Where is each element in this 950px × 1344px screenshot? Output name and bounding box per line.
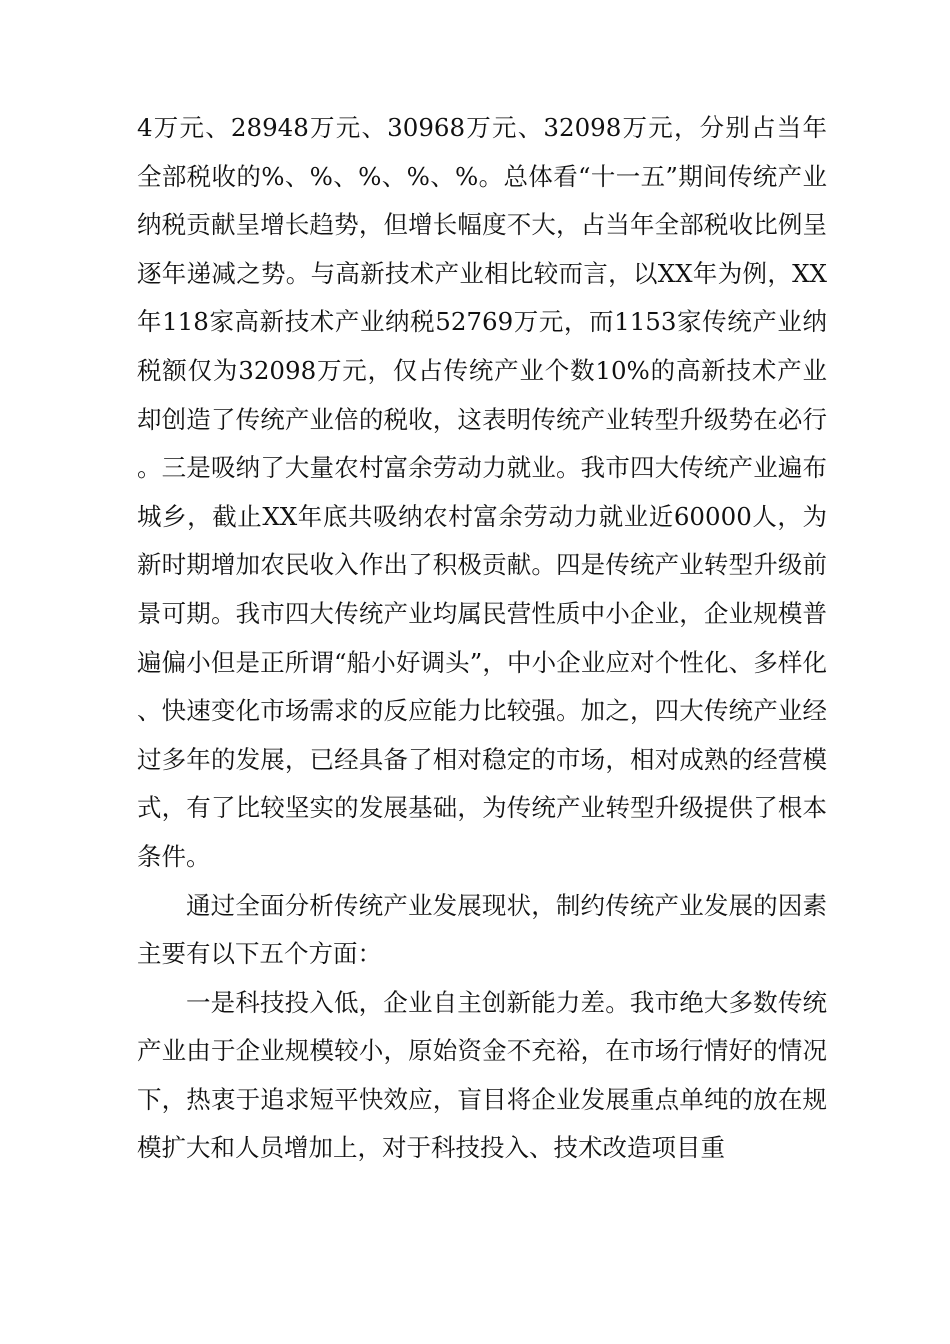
paragraph-2: 通过全面分析传统产业发展现状，制约传统产业发展的因素主要有以下五个方面： bbox=[137, 890, 827, 969]
document-page bbox=[137, 104, 827, 1173]
paragraph-3: 一是科技投入低，企业自主创新能力差。我市绝大多数传统产业由于企业规模较小，原始资金不充裕，在市场行情好的情况下，热衷于追求短平快效应，盲目将企业发展重点单纯的放在规模扩大和人员增加上，对于科技投入、技术改造项目重 bbox=[137, 987, 827, 1163]
paragraph-1: 4万元、28948万元、30968万元、32098万元，分别占当年全部税收的%、%、%、%、%。总体看“十一五”期间传统产业纳税贡献呈增长趋势，但增长幅度不大，占当年全部税收比例呈逐年递减之势。与高新技术产业相比较而言，以XX年为例，XX年118家高新技术产业纳税52769万元，而1153家传统产业纳税额仅为32098万元，仅占传统产业个数10%的高新技术产业却创造了传统产业倍的税收，这表明传统产业转型升级势在必行。三是吸纳了大量农村富余劳动力就业。我市四大传统产业遍布城乡，截止XX年底共吸纳农村富余劳动力就业近60000人，为新时期增加农民收入作出了积极贡献。四是传统产业转型升级前景可期。我市四大传统产业均属民营性质中小企业，企业规模普遍偏小但是正所谓“船小好调头”，中小企业应对个性化、多样化、快速变化市场需求的反应能力比较强。加之，四大传统产业经过多年的发展，已经具备了相对稳定的市场，相对成熟的经营模式，有了比较坚实的发展基础，为传统产业转型升级提供了根本条件。 bbox=[137, 113, 827, 871]
